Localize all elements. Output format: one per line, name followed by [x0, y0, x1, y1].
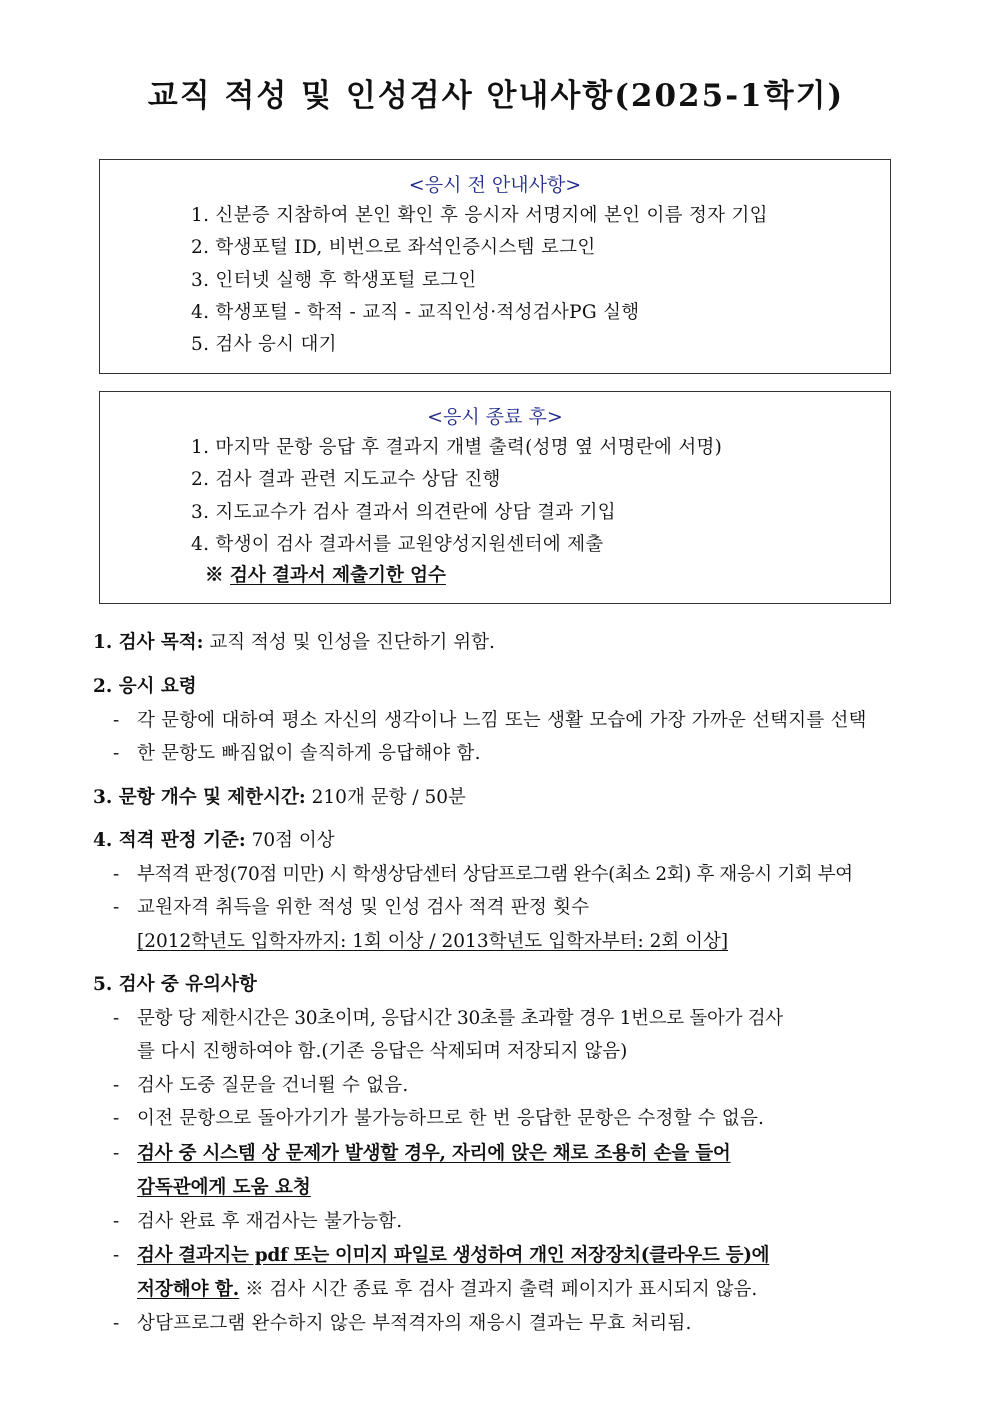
section-label: 4. 적격 판정 기준: — [93, 830, 246, 851]
item-text: 부적격 판정(70점 미만) 시 학생상담센터 상담프로그램 완수(최소 2회) 후 재응시 기회 부여 — [137, 864, 853, 885]
section-label: 5. 검사 중 유의사항 — [93, 974, 257, 995]
list-item: - 문항 당 제한시간은 30초이며, 응답시간 30초를 초과할 경우 1번으로 돌아가 검사 — [113, 1008, 783, 1029]
list-item: - 검사 도중 질문을 건너뛸 수 없음. — [113, 1075, 409, 1096]
before-exam-box — [99, 159, 891, 374]
item-text: ※ 검사 시간 종료 후 검사 결과지 출력 페이지가 표시되지 않음. — [245, 1279, 758, 1300]
section-purpose — [93, 628, 495, 654]
deadline-note — [100, 561, 890, 591]
item-text: 각 문항에 대하여 평소 자신의 생각이나 느낌 또는 생활 모습에 가장 가까운 선택지를 선택 — [137, 710, 867, 731]
item-continuation: 를 다시 진행하여야 함.(기존 응답은 삭제되며 저장되지 않음) — [137, 1041, 628, 1062]
item-text: 교원자격 취득을 위한 적성 및 인성 검사 적격 판정 횟수 — [137, 897, 590, 918]
item-text: 이전 문항으로 돌아가기가 불가능하므로 한 번 응답한 문항은 수정할 수 없음. — [137, 1108, 765, 1129]
section-text: 210개 문항 / 50분 — [311, 787, 466, 808]
section-text: 70점 이상 — [251, 830, 335, 851]
section-label: 1. 검사 목적: — [93, 632, 204, 653]
after-exam-heading: <응시 종료 후> — [427, 406, 563, 428]
section-label: 3. 문항 개수 및 제한시간: — [93, 787, 306, 808]
list-item: - 검사 중 시스템 상 문제가 발생할 경우, 자리에 앉은 채로 조용히 손을 들어 — [113, 1143, 731, 1164]
section-text: 교직 적성 및 인성을 진단하기 위함. — [209, 632, 495, 653]
list-item: 2. 학생포털 ID, 비번으로 좌석인증시스템 로그인 — [191, 237, 596, 259]
item-text-bold: 저장해야 함. — [137, 1279, 240, 1300]
list-item: 1. 마지막 문항 응답 후 결과지 개별 출력(성명 옆 서명란에 서명) — [191, 437, 723, 458]
section-item-count — [93, 783, 466, 809]
list-item: - 검사 완료 후 재검사는 불가능함. — [113, 1211, 403, 1232]
list-item: 2. 검사 결과 관련 지도교수 상담 진행 — [191, 469, 501, 491]
list-item: - 상담프로그램 완수하지 않은 부적격자의 재응시 결과는 무효 처리됨. — [113, 1313, 692, 1334]
list-item: - 검사 결과지는 pdf 또는 이미지 파일로 생성하여 개인 저장장치(클라우드 등)에 — [113, 1245, 770, 1266]
before-exam-list — [100, 200, 890, 361]
note-mark: ※ — [205, 565, 224, 587]
item-text: 검사 도중 질문을 건너뛸 수 없음. — [137, 1075, 409, 1096]
after-exam-list — [100, 432, 890, 561]
item-text: 검사 결과지는 pdf 또는 이미지 파일로 생성하여 개인 저장장치(클라우드 등)에 — [137, 1245, 770, 1266]
section-guidelines — [93, 672, 197, 698]
list-item: - 교원자격 취득을 위한 적성 및 인성 검사 적격 판정 횟수 — [113, 897, 590, 918]
list-item: - 부적격 판정(70점 미만) 시 학생상담센터 상담프로그램 완수(최소 2회) 후 재응시 기회 부여 — [113, 864, 853, 885]
section-label: 2. 응시 요령 — [93, 676, 197, 697]
list-item: 3. 지도교수가 검사 결과서 의견란에 상담 결과 기입 — [191, 501, 616, 523]
list-item: 1. 신분증 지참하여 본인 확인 후 응시자 서명지에 본인 이름 정자 기입 — [191, 205, 768, 226]
page-title: 교직 적성 및 인성검사 안내사항(2025-1학기) — [147, 78, 845, 114]
after-exam-box — [99, 391, 891, 604]
deadline-note-text: 검사 결과서 제출기한 엄수 — [229, 565, 446, 587]
item-text: 문항 당 제한시간은 30초이며, 응답시간 30초를 초과할 경우 1번으로 돌아가 검사 — [137, 1008, 783, 1029]
item-continuation: 감독관에게 도움 요청 — [137, 1177, 311, 1198]
section-criteria — [93, 826, 335, 852]
item-text: 검사 중 시스템 상 문제가 발생할 경우, 자리에 앉은 채로 조용히 손을 들어 — [137, 1143, 731, 1164]
bracket-note: [2012학년도 입학자까지: 1회 이상 / 2013학년도 입학자부터: 2회 이상] — [137, 931, 729, 952]
list-item: - 각 문항에 대하여 평소 자신의 생각이나 느낌 또는 생활 모습에 가장 가까운 선택지를 선택 — [113, 710, 867, 731]
list-item: - 이전 문항으로 돌아가기가 불가능하므로 한 번 응답한 문항은 수정할 수 없음. — [113, 1108, 765, 1129]
list-item: 3. 인터넷 실행 후 학생포털 로그인 — [191, 269, 477, 291]
item-continuation — [137, 1275, 757, 1301]
before-exam-heading: <응시 전 안내사항> — [408, 174, 582, 196]
list-item: - 한 문항도 빠짐없이 솔직하게 응답해야 함. — [113, 743, 481, 764]
list-item: 5. 검사 응시 대기 — [191, 334, 337, 356]
item-text: 상담프로그램 완수하지 않은 부적격자의 재응시 결과는 무효 처리됨. — [137, 1313, 692, 1334]
item-text: 한 문항도 빠짐없이 솔직하게 응답해야 함. — [137, 743, 481, 764]
list-item: 4. 학생이 검사 결과서를 교원양성지원센터에 제출 — [191, 533, 604, 555]
section-precautions — [93, 970, 257, 996]
item-text: 검사 완료 후 재검사는 불가능함. — [137, 1211, 403, 1232]
list-item: 4. 학생포털 - 학적 - 교직 - 교직인성·적성검사PG 실행 — [191, 301, 640, 323]
